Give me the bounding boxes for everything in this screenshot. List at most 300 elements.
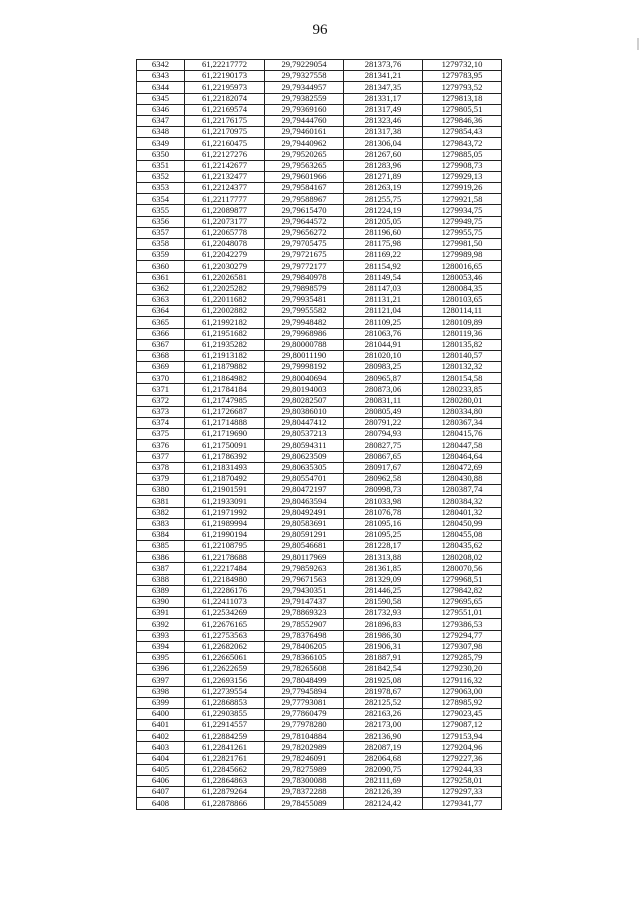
- y-coordinate-cell: 1280084,35: [423, 283, 502, 294]
- point-number-cell: 6359: [137, 250, 185, 261]
- table-row: [137, 71, 502, 82]
- point-number-cell: 6352: [137, 171, 185, 182]
- point-number-cell: 6405: [137, 764, 185, 775]
- point-number-cell: 6349: [137, 138, 185, 149]
- x-coordinate-cell: 281331,17: [344, 93, 423, 104]
- latitude-cell: 61,22026581: [185, 272, 265, 283]
- latitude-cell: 61,22073177: [185, 216, 265, 227]
- latitude-cell: 61,22089877: [185, 205, 265, 216]
- point-number-cell: 6342: [137, 60, 185, 71]
- latitude-cell: 61,22879264: [185, 787, 265, 798]
- x-coordinate-cell: 282087,19: [344, 742, 423, 753]
- longitude-cell: 29,79859263: [265, 563, 344, 574]
- x-coordinate-cell: 282163,26: [344, 708, 423, 719]
- point-number-cell: 6369: [137, 362, 185, 373]
- point-number-cell: 6381: [137, 496, 185, 507]
- longitude-cell: 29,80594311: [265, 440, 344, 451]
- latitude-cell: 61,22753563: [185, 630, 265, 641]
- point-number-cell: 6396: [137, 664, 185, 675]
- table-row: [137, 115, 502, 126]
- x-coordinate-cell: 281224,19: [344, 205, 423, 216]
- latitude-cell: 61,22142677: [185, 160, 265, 171]
- latitude-cell: 61,22841261: [185, 742, 265, 753]
- table-row: [137, 574, 502, 585]
- table-row: [137, 462, 502, 473]
- table-row: [137, 652, 502, 663]
- longitude-cell: 29,78869323: [265, 608, 344, 619]
- longitude-cell: 29,80000788: [265, 339, 344, 350]
- x-coordinate-cell: 281205,05: [344, 216, 423, 227]
- y-coordinate-cell: 1280367,34: [423, 418, 502, 429]
- longitude-cell: 29,79147437: [265, 597, 344, 608]
- x-coordinate-cell: 280962,58: [344, 473, 423, 484]
- y-coordinate-cell: 1280114,11: [423, 306, 502, 317]
- latitude-cell: 61,22286176: [185, 585, 265, 596]
- latitude-cell: 61,22845662: [185, 764, 265, 775]
- x-coordinate-cell: 282090,75: [344, 764, 423, 775]
- y-coordinate-cell: 1280135,82: [423, 339, 502, 350]
- coordinates-table-body: [137, 60, 502, 810]
- table-row: [137, 585, 502, 596]
- longitude-cell: 29,80546681: [265, 541, 344, 552]
- y-coordinate-cell: 1280132,32: [423, 362, 502, 373]
- x-coordinate-cell: 281906,31: [344, 641, 423, 652]
- x-coordinate-cell: 281154,92: [344, 261, 423, 272]
- y-coordinate-cell: 1280016,65: [423, 261, 502, 272]
- point-number-cell: 6366: [137, 328, 185, 339]
- latitude-cell: 61,21864982: [185, 373, 265, 384]
- x-coordinate-cell: 281063,76: [344, 328, 423, 339]
- point-number-cell: 6356: [137, 216, 185, 227]
- y-coordinate-cell: 1279934,75: [423, 205, 502, 216]
- y-coordinate-cell: 1279949,75: [423, 216, 502, 227]
- y-coordinate-cell: 1280070,56: [423, 563, 502, 574]
- latitude-cell: 61,22048078: [185, 239, 265, 250]
- latitude-cell: 61,22622659: [185, 664, 265, 675]
- x-coordinate-cell: 281887,91: [344, 652, 423, 663]
- y-coordinate-cell: 1279732,10: [423, 60, 502, 71]
- latitude-cell: 61,22108795: [185, 541, 265, 552]
- table-row: [137, 183, 502, 194]
- longitude-cell: 29,78265608: [265, 664, 344, 675]
- y-coordinate-cell: 1280119,36: [423, 328, 502, 339]
- x-coordinate-cell: 281121,04: [344, 306, 423, 317]
- y-coordinate-cell: 1279989,98: [423, 250, 502, 261]
- latitude-cell: 61,22002882: [185, 306, 265, 317]
- table-row: [137, 317, 502, 328]
- latitude-cell: 61,21786392: [185, 451, 265, 462]
- page-number: 96: [312, 22, 328, 38]
- latitude-cell: 61,22682062: [185, 641, 265, 652]
- point-number-cell: 6401: [137, 720, 185, 731]
- x-coordinate-cell: 280794,93: [344, 429, 423, 440]
- table-row: [137, 630, 502, 641]
- x-coordinate-cell: 280983,25: [344, 362, 423, 373]
- point-number-cell: 6402: [137, 731, 185, 742]
- x-coordinate-cell: 281986,30: [344, 630, 423, 641]
- x-coordinate-cell: 282126,39: [344, 787, 423, 798]
- table-row: [137, 753, 502, 764]
- x-coordinate-cell: 281317,38: [344, 127, 423, 138]
- longitude-cell: 29,80492491: [265, 507, 344, 518]
- point-number-cell: 6363: [137, 294, 185, 305]
- longitude-cell: 29,79968986: [265, 328, 344, 339]
- point-number-cell: 6351: [137, 160, 185, 171]
- point-number-cell: 6394: [137, 641, 185, 652]
- x-coordinate-cell: 281196,60: [344, 227, 423, 238]
- point-number-cell: 6372: [137, 395, 185, 406]
- y-coordinate-cell: 1280387,74: [423, 485, 502, 496]
- x-coordinate-cell: 281361,85: [344, 563, 423, 574]
- table-row: [137, 496, 502, 507]
- table-row: [137, 328, 502, 339]
- point-number-cell: 6380: [137, 485, 185, 496]
- longitude-cell: 29,79705475: [265, 239, 344, 250]
- x-coordinate-cell: 281095,16: [344, 518, 423, 529]
- y-coordinate-cell: 1279805,51: [423, 104, 502, 115]
- y-coordinate-cell: 1279968,51: [423, 574, 502, 585]
- point-number-cell: 6357: [137, 227, 185, 238]
- point-number-cell: 6407: [137, 787, 185, 798]
- latitude-cell: 61,21750091: [185, 440, 265, 451]
- latitude-cell: 61,22025282: [185, 283, 265, 294]
- y-coordinate-cell: 1279813,18: [423, 93, 502, 104]
- y-coordinate-cell: 1279341,77: [423, 798, 502, 809]
- latitude-cell: 61,21935282: [185, 339, 265, 350]
- x-coordinate-cell: 281306,04: [344, 138, 423, 149]
- y-coordinate-cell: 1280109,89: [423, 317, 502, 328]
- longitude-cell: 29,80537213: [265, 429, 344, 440]
- table-row: [137, 429, 502, 440]
- longitude-cell: 29,79327558: [265, 71, 344, 82]
- y-coordinate-cell: 1280280,01: [423, 395, 502, 406]
- table-row: [137, 529, 502, 540]
- longitude-cell: 29,79344957: [265, 82, 344, 93]
- y-coordinate-cell: 1279258,01: [423, 776, 502, 787]
- longitude-cell: 29,79588967: [265, 194, 344, 205]
- point-number-cell: 6361: [137, 272, 185, 283]
- longitude-cell: 29,80447412: [265, 418, 344, 429]
- point-number-cell: 6393: [137, 630, 185, 641]
- latitude-cell: 61,21901591: [185, 485, 265, 496]
- longitude-cell: 29,79656272: [265, 227, 344, 238]
- point-number-cell: 6382: [137, 507, 185, 518]
- latitude-cell: 61,22665061: [185, 652, 265, 663]
- table-row: [137, 127, 502, 138]
- y-coordinate-cell: 1278985,92: [423, 697, 502, 708]
- table-row: [137, 160, 502, 171]
- longitude-cell: 29,79935481: [265, 294, 344, 305]
- latitude-cell: 61,22884259: [185, 731, 265, 742]
- x-coordinate-cell: 281175,98: [344, 239, 423, 250]
- latitude-cell: 61,22190173: [185, 71, 265, 82]
- x-coordinate-cell: 282111,69: [344, 776, 423, 787]
- x-coordinate-cell: 282173,00: [344, 720, 423, 731]
- x-coordinate-cell: 281109,25: [344, 317, 423, 328]
- x-coordinate-cell: 280791,22: [344, 418, 423, 429]
- longitude-cell: 29,79584167: [265, 183, 344, 194]
- table-row: [137, 440, 502, 451]
- x-coordinate-cell: 281446,25: [344, 585, 423, 596]
- latitude-cell: 61,22739554: [185, 686, 265, 697]
- table-row: [137, 776, 502, 787]
- longitude-cell: 29,79382559: [265, 93, 344, 104]
- y-coordinate-cell: 1280154,58: [423, 373, 502, 384]
- point-number-cell: 6398: [137, 686, 185, 697]
- table-row: [137, 451, 502, 462]
- y-coordinate-cell: 1280455,08: [423, 529, 502, 540]
- x-coordinate-cell: 281283,96: [344, 160, 423, 171]
- point-number-cell: 6395: [137, 652, 185, 663]
- latitude-cell: 61,21913182: [185, 350, 265, 361]
- table-row: [137, 485, 502, 496]
- point-number-cell: 6343: [137, 71, 185, 82]
- table-row: [137, 216, 502, 227]
- table-row: [137, 339, 502, 350]
- table-row: [137, 664, 502, 675]
- longitude-cell: 29,79840978: [265, 272, 344, 283]
- longitude-cell: 29,78275989: [265, 764, 344, 775]
- point-number-cell: 6365: [137, 317, 185, 328]
- x-coordinate-cell: 281263,19: [344, 183, 423, 194]
- x-coordinate-cell: 280998,73: [344, 485, 423, 496]
- y-coordinate-cell: 1279244,33: [423, 764, 502, 775]
- point-number-cell: 6355: [137, 205, 185, 216]
- latitude-cell: 61,21992182: [185, 317, 265, 328]
- point-number-cell: 6378: [137, 462, 185, 473]
- point-number-cell: 6348: [137, 127, 185, 138]
- table-row: [137, 82, 502, 93]
- point-number-cell: 6371: [137, 384, 185, 395]
- y-coordinate-cell: 1279783,95: [423, 71, 502, 82]
- x-coordinate-cell: 282125,52: [344, 697, 423, 708]
- y-coordinate-cell: 1280140,57: [423, 350, 502, 361]
- table-row: [137, 373, 502, 384]
- longitude-cell: 29,77860479: [265, 708, 344, 719]
- point-number-cell: 6386: [137, 552, 185, 563]
- latitude-cell: 61,21726687: [185, 406, 265, 417]
- point-number-cell: 6373: [137, 406, 185, 417]
- longitude-cell: 29,80463594: [265, 496, 344, 507]
- point-number-cell: 6397: [137, 675, 185, 686]
- point-number-cell: 6391: [137, 608, 185, 619]
- latitude-cell: 61,22042279: [185, 250, 265, 261]
- longitude-cell: 29,78366105: [265, 652, 344, 663]
- point-number-cell: 6377: [137, 451, 185, 462]
- point-number-cell: 6367: [137, 339, 185, 350]
- x-coordinate-cell: 281323,46: [344, 115, 423, 126]
- longitude-cell: 29,80635305: [265, 462, 344, 473]
- x-coordinate-cell: 281373,76: [344, 60, 423, 71]
- table-row: [137, 518, 502, 529]
- longitude-cell: 29,80282507: [265, 395, 344, 406]
- longitude-cell: 29,78455089: [265, 798, 344, 809]
- longitude-cell: 29,79444760: [265, 115, 344, 126]
- longitude-cell: 29,78202989: [265, 742, 344, 753]
- table-row: [137, 149, 502, 160]
- longitude-cell: 29,78406205: [265, 641, 344, 652]
- latitude-cell: 61,22914557: [185, 720, 265, 731]
- table-row: [137, 272, 502, 283]
- longitude-cell: 29,79721675: [265, 250, 344, 261]
- y-coordinate-cell: 1279981,50: [423, 239, 502, 250]
- y-coordinate-cell: 1279793,52: [423, 82, 502, 93]
- table-row: [137, 306, 502, 317]
- y-coordinate-cell: 1279842,82: [423, 585, 502, 596]
- point-number-cell: 6344: [137, 82, 185, 93]
- longitude-cell: 29,79955582: [265, 306, 344, 317]
- table-row: [137, 641, 502, 652]
- y-coordinate-cell: 1280435,62: [423, 541, 502, 552]
- longitude-cell: 29,80472197: [265, 485, 344, 496]
- table-row: [137, 138, 502, 149]
- y-coordinate-cell: 1279919,26: [423, 183, 502, 194]
- x-coordinate-cell: 281842,54: [344, 664, 423, 675]
- latitude-cell: 61,21879882: [185, 362, 265, 373]
- y-coordinate-cell: 1279551,01: [423, 608, 502, 619]
- y-coordinate-cell: 1279929,13: [423, 171, 502, 182]
- longitude-cell: 29,79671563: [265, 574, 344, 585]
- y-coordinate-cell: 1280334,80: [423, 406, 502, 417]
- y-coordinate-cell: 1279297,33: [423, 787, 502, 798]
- table-row: [137, 731, 502, 742]
- y-coordinate-cell: 1279294,77: [423, 630, 502, 641]
- latitude-cell: 61,22184980: [185, 574, 265, 585]
- y-coordinate-cell: 1280233,85: [423, 384, 502, 395]
- table-row: [137, 194, 502, 205]
- latitude-cell: 61,22182074: [185, 93, 265, 104]
- latitude-cell: 61,22030279: [185, 261, 265, 272]
- table-row: [137, 697, 502, 708]
- longitude-cell: 29,80623509: [265, 451, 344, 462]
- longitude-cell: 29,80117969: [265, 552, 344, 563]
- table-row: [137, 418, 502, 429]
- table-row: [137, 720, 502, 731]
- x-coordinate-cell: 280965,87: [344, 373, 423, 384]
- y-coordinate-cell: 1279955,75: [423, 227, 502, 238]
- table-row: [137, 552, 502, 563]
- point-number-cell: 6364: [137, 306, 185, 317]
- table-row: [137, 384, 502, 395]
- longitude-cell: 29,78300088: [265, 776, 344, 787]
- table-row: [137, 787, 502, 798]
- y-coordinate-cell: 1279885,05: [423, 149, 502, 160]
- latitude-cell: 61,21990194: [185, 529, 265, 540]
- point-number-cell: 6406: [137, 776, 185, 787]
- longitude-cell: 29,79520265: [265, 149, 344, 160]
- table-row: [137, 764, 502, 775]
- point-number-cell: 6360: [137, 261, 185, 272]
- y-coordinate-cell: 1279285,79: [423, 652, 502, 663]
- y-coordinate-cell: 1279846,36: [423, 115, 502, 126]
- y-coordinate-cell: 1279921,58: [423, 194, 502, 205]
- point-number-cell: 6375: [137, 429, 185, 440]
- point-number-cell: 6388: [137, 574, 185, 585]
- y-coordinate-cell: 1279116,32: [423, 675, 502, 686]
- table-row: [137, 708, 502, 719]
- longitude-cell: 29,80011190: [265, 350, 344, 361]
- y-coordinate-cell: 1280472,69: [423, 462, 502, 473]
- latitude-cell: 61,22169574: [185, 104, 265, 115]
- x-coordinate-cell: 281020,10: [344, 350, 423, 361]
- y-coordinate-cell: 1279087,12: [423, 720, 502, 731]
- table-row: [137, 798, 502, 809]
- point-number-cell: 6347: [137, 115, 185, 126]
- latitude-cell: 61,22195973: [185, 82, 265, 93]
- latitude-cell: 61,22011682: [185, 294, 265, 305]
- latitude-cell: 61,22170975: [185, 127, 265, 138]
- y-coordinate-cell: 1279153,94: [423, 731, 502, 742]
- table-row: [137, 507, 502, 518]
- x-coordinate-cell: 281095,25: [344, 529, 423, 540]
- table-row: [137, 608, 502, 619]
- y-coordinate-cell: 1279063,00: [423, 686, 502, 697]
- longitude-cell: 29,80386010: [265, 406, 344, 417]
- latitude-cell: 61,22117777: [185, 194, 265, 205]
- point-number-cell: 6379: [137, 473, 185, 484]
- longitude-cell: 29,79772177: [265, 261, 344, 272]
- y-coordinate-cell: 1280450,99: [423, 518, 502, 529]
- longitude-cell: 29,80040694: [265, 373, 344, 384]
- table-row: [137, 250, 502, 261]
- table-row: [137, 686, 502, 697]
- latitude-cell: 61,22868853: [185, 697, 265, 708]
- latitude-cell: 61,21714888: [185, 418, 265, 429]
- y-coordinate-cell: 1279227,36: [423, 753, 502, 764]
- latitude-cell: 61,22178688: [185, 552, 265, 563]
- x-coordinate-cell: 281033,98: [344, 496, 423, 507]
- x-coordinate-cell: 281978,67: [344, 686, 423, 697]
- longitude-cell: 29,78048499: [265, 675, 344, 686]
- point-number-cell: 6389: [137, 585, 185, 596]
- x-coordinate-cell: 280827,75: [344, 440, 423, 451]
- point-number-cell: 6385: [137, 541, 185, 552]
- x-coordinate-cell: 281149,54: [344, 272, 423, 283]
- longitude-cell: 29,79615470: [265, 205, 344, 216]
- x-coordinate-cell: 282136,90: [344, 731, 423, 742]
- table-row: [137, 261, 502, 272]
- y-coordinate-cell: 1279854,43: [423, 127, 502, 138]
- y-coordinate-cell: 1279908,73: [423, 160, 502, 171]
- x-coordinate-cell: 281347,35: [344, 82, 423, 93]
- x-coordinate-cell: 281255,75: [344, 194, 423, 205]
- latitude-cell: 61,22132477: [185, 171, 265, 182]
- x-coordinate-cell: 281271,89: [344, 171, 423, 182]
- longitude-cell: 29,78104884: [265, 731, 344, 742]
- table-row: [137, 406, 502, 417]
- x-coordinate-cell: 281590,58: [344, 597, 423, 608]
- point-number-cell: 6404: [137, 753, 185, 764]
- longitude-cell: 29,79440962: [265, 138, 344, 149]
- point-number-cell: 6354: [137, 194, 185, 205]
- longitude-cell: 29,80591291: [265, 529, 344, 540]
- x-coordinate-cell: 280867,65: [344, 451, 423, 462]
- y-coordinate-cell: 1280447,58: [423, 440, 502, 451]
- scan-edge-mark: [637, 38, 639, 50]
- x-coordinate-cell: 281317,49: [344, 104, 423, 115]
- longitude-cell: 29,80583691: [265, 518, 344, 529]
- longitude-cell: 29,77793081: [265, 697, 344, 708]
- latitude-cell: 61,21971992: [185, 507, 265, 518]
- table-row: [137, 93, 502, 104]
- point-number-cell: 6362: [137, 283, 185, 294]
- x-coordinate-cell: 281341,21: [344, 71, 423, 82]
- table-row: [137, 283, 502, 294]
- x-coordinate-cell: 281896,83: [344, 619, 423, 630]
- y-coordinate-cell: 1280415,76: [423, 429, 502, 440]
- table-row: [137, 171, 502, 182]
- longitude-cell: 29,80554701: [265, 473, 344, 484]
